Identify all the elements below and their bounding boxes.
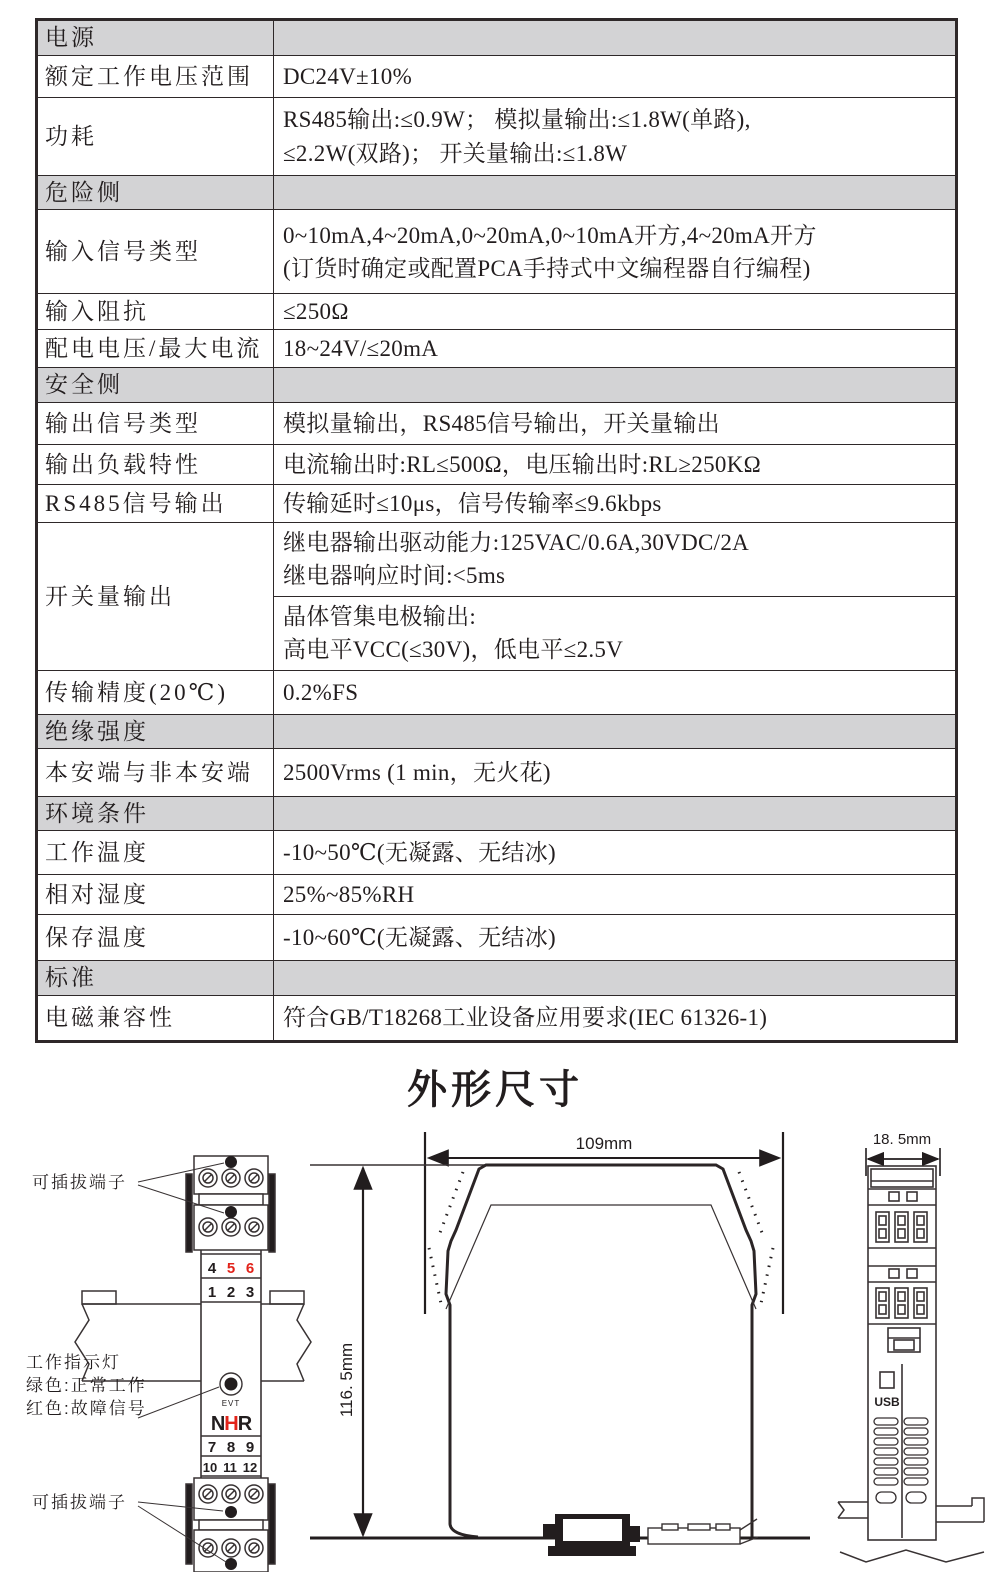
value-line: (订货时确定或配置PCA手持式中文编程器自行编程) [283,255,811,281]
dotted-marks [429,1172,773,1308]
row-value [274,596,957,670]
leader-dot [225,1156,237,1168]
value-line: 继电器输出驱动能力:125VAC/0.6A,30VDC/2A [283,529,750,555]
pluggable-terminal-label-top: 可插拔端子 [32,1173,127,1192]
row-label: 额定工作电压范围 [37,56,274,98]
usb-label: USB [874,1395,900,1409]
end-body [868,1166,936,1540]
terminal-numbers-top [201,1254,261,1302]
indicator-label-line2: 绿色:正常工作 [26,1376,147,1395]
terminal-block-bottom [186,1478,275,1572]
row-label: 电磁兼容性 [37,995,274,1041]
row-value: 符合GB/T18268工业设备应用要求(IEC 61326-1) [274,995,957,1041]
row-label: 传输精度(20℃) [37,670,274,714]
row-value: 25%~85%RH [274,875,957,915]
svg-text:2: 2 [226,1284,236,1301]
leader-dot [225,1506,237,1518]
svg-text:5: 5 [226,1260,236,1277]
value-line: 高电平VCC(≤30V)，低电平≤2.5V [283,637,624,663]
section-header: 绝缘强度 [37,714,274,748]
section-header-spacer [274,797,957,831]
brand-logo: NHR [210,1413,252,1435]
row-value: 电流输出时:RL≤500Ω，电压输出时:RL≥250KΩ [274,444,957,484]
led-label: EVT [221,1399,241,1408]
module-inner-outline [446,1205,756,1309]
row-label: 保存温度 [37,915,274,961]
spec-table [35,18,958,1043]
terminal-block-top [186,1156,275,1252]
value-line: 晶体管集电极输出: [283,603,477,629]
svg-text:8: 8 [226,1439,236,1456]
indicator-label-line3: 红色:故障信号 [26,1399,147,1418]
leader-dot [225,1558,237,1570]
section-header-spacer [274,176,957,210]
section-header: 电源 [37,20,274,56]
section-header-spacer [274,20,957,56]
svg-text:11: 11 [223,1460,237,1475]
height-dimension-label: 116. 5mm [337,1342,356,1418]
connector-piece [648,1519,758,1544]
row-value [274,98,957,176]
row-value: DC24V±10% [274,56,957,98]
leader-dot [225,1206,237,1218]
svg-text:4: 4 [207,1260,217,1277]
side-view-drawing [18,1128,318,1572]
value-line: 继电器响应时间:<5ms [283,563,506,589]
svg-text:10: 10 [202,1460,218,1475]
end-view-drawing [836,1128,988,1572]
dimension-extension-lines [425,1132,783,1314]
din-clip-foot [543,1514,640,1556]
value-line: 0~10mA,4~20mA,0~20mA,0~10mA开方,4~20mA开方 [283,222,817,248]
section-header: 危险侧 [37,176,274,210]
row-label: 功耗 [37,98,274,176]
row-label: 配电电压/最大电流 [37,330,274,368]
pluggable-terminal-label-bottom: 可插拔端子 [32,1493,127,1512]
svg-text:3: 3 [245,1284,255,1301]
row-value: 18~24V/≤20mA [274,330,957,368]
row-label: 输出信号类型 [37,402,274,444]
row-label: 输入信号类型 [37,210,274,294]
row-value: 模拟量输出，RS485信号输出，开关量输出 [274,402,957,444]
value-line: ≤2.2W(双路)； 开关量输出:≤1.8W [283,140,628,166]
row-label: 输入阻抗 [37,294,274,330]
row-value [274,210,957,294]
row-label: 本安端与非本安端 [37,749,274,797]
outline-dimensions-title: 外形尺寸 [407,1068,583,1112]
row-value: 传输延时≤10μs，信号传输率≤9.6kbps [274,484,957,522]
value-line: RS485输出:≤0.9W； 模拟量输出:≤1.8W(单路), [283,107,751,133]
row-value: 2500Vrms (1 min，无火花) [274,749,957,797]
svg-text:12: 12 [242,1460,258,1475]
dimension-drawings [0,1128,990,1572]
section-header: 安全侧 [37,368,274,402]
row-value [274,522,957,596]
svg-text:9: 9 [245,1439,255,1456]
status-led [220,1373,242,1408]
row-value: -10~50℃(无凝露、无结冰) [274,831,957,875]
section-header-spacer [274,714,957,748]
terminal-numbers-bottom [201,1436,261,1476]
section-header-spacer [274,368,957,402]
front-view-drawing [310,1128,810,1572]
row-label: 相对湿度 [37,875,274,915]
row-value: 0.2%FS [274,670,957,714]
width-dimension-label: 109mm [575,1134,633,1153]
row-value: -10~60℃(无凝露、无结冰) [274,915,957,961]
svg-text:1: 1 [207,1284,217,1301]
svg-text:6: 6 [245,1260,255,1277]
indicator-label-line1: 工作指示灯 [26,1353,121,1372]
row-label: RS485信号输出 [37,484,274,522]
row-label: 输出负载特性 [37,444,274,484]
end-width-dimension-label: 18. 5mm [872,1131,932,1148]
svg-text:7: 7 [207,1439,217,1456]
row-value: ≤250Ω [274,294,957,330]
module-outline [446,1165,756,1537]
row-label: 开关量输出 [37,522,274,670]
section-header-spacer [274,961,957,995]
section-header: 标准 [37,961,274,995]
section-header: 环境条件 [37,797,274,831]
row-label: 工作温度 [37,831,274,875]
